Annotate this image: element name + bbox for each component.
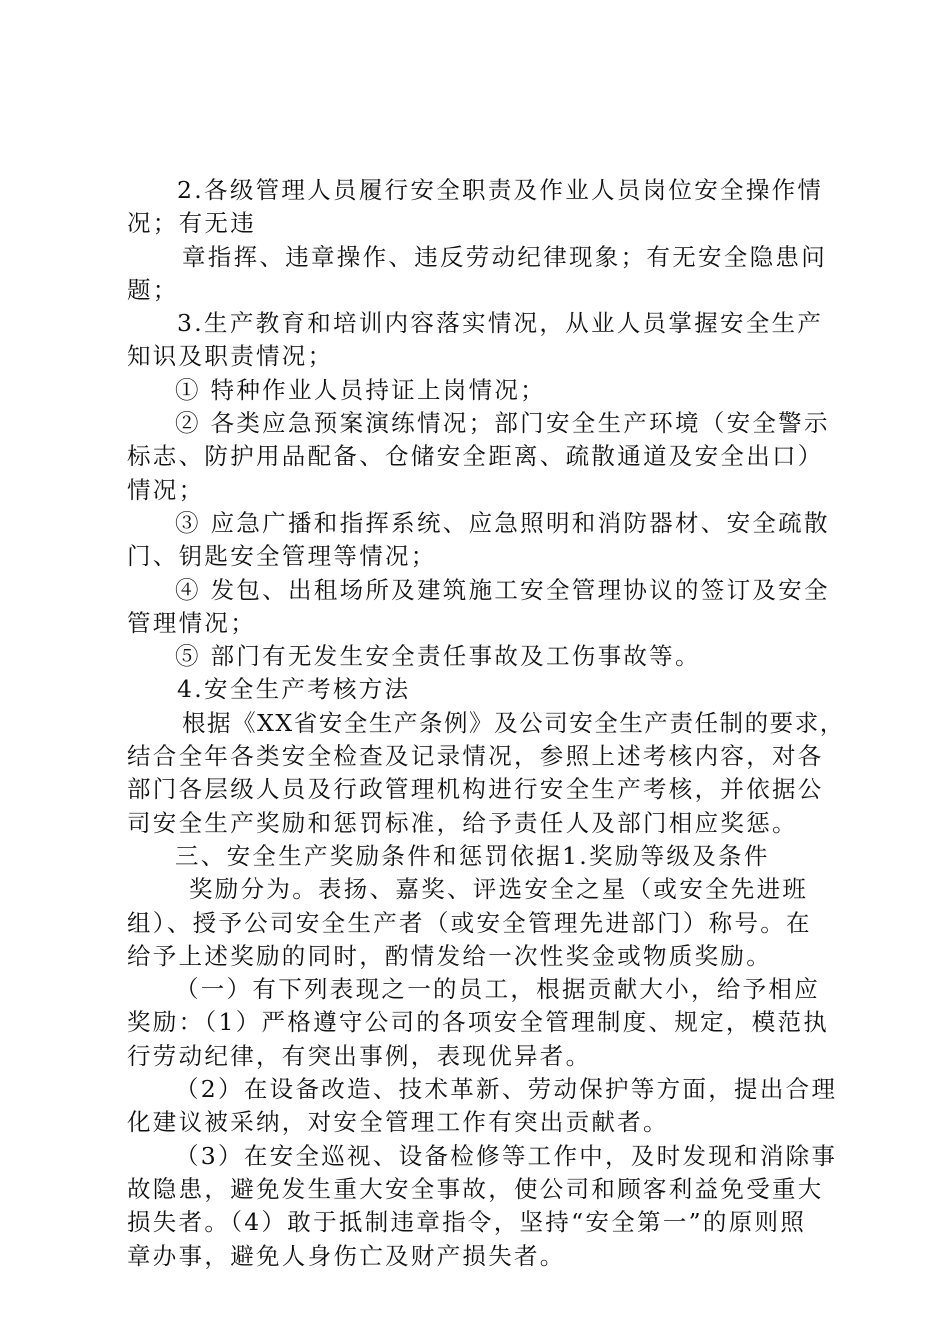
text-line: 知识及职责情况；	[127, 342, 334, 371]
text-line: ① 特种作业人员持证上岗情况；	[175, 375, 546, 404]
text-line: 部门各层级人员及行政管理机构进行安全生产考核，并依据公	[127, 775, 824, 804]
text-line: 奖励：（1）严格遵守公司的各项安全管理制度、规定，模范执	[127, 1008, 830, 1037]
text-line: 化建议被采纳，对安全管理工作有突出贡献者。	[127, 1108, 669, 1137]
text-line: 组）、授予公司安全生产者（或安全管理先进部门）称号。在	[127, 908, 812, 937]
text-line: 4.安全生产考核方法	[177, 675, 411, 704]
text-line: ② 各类应急预案演练情况；部门安全生产环境（安全警示	[175, 409, 830, 438]
text-line: 标志、防护用品配备、仓储安全距离、疏散通道及安全出口）	[127, 442, 824, 471]
text-line: 章办事，避免人身伤亡及财产损失者。	[127, 1241, 566, 1270]
text-line: 3.生产教育和培训内容落实情况，从业人员掌握安全生产	[177, 309, 824, 338]
text-line: 奖励分为。表扬、嘉奖、评选安全之星（或安全先进班	[189, 875, 809, 904]
text-line: 情况；	[127, 475, 205, 504]
text-line: 门、钥匙安全管理等情况；	[127, 542, 437, 571]
text-line: ④ 发包、出租场所及建筑施工安全管理协议的签订及安全	[175, 575, 830, 604]
text-line: 损失者。（4）敢于抵制违章指令，坚持“安全第一”的原则照	[127, 1208, 807, 1237]
text-line: 题；	[127, 275, 179, 304]
text-line: 况；有无违	[127, 209, 256, 238]
text-line: 三、安全生产奖励条件和惩罚依据1.奖励等级及条件	[175, 841, 770, 870]
text-line: （一）有下列表现之一的员工，根据贡献大小，给予相应	[175, 975, 820, 1004]
text-line: 故隐患，避免发生重大安全事故，使公司和顾客利益免受重大	[127, 1174, 824, 1203]
text-line: ③ 应急广播和指挥系统、应急照明和消防器材、安全疏散	[175, 508, 830, 537]
text-line: 给予上述奖励的同时，酌情发给一次性奖金或物质奖励。	[127, 941, 772, 970]
text-line: 行劳动纪律，有突出事例，表现优异者。	[127, 1041, 592, 1070]
text-line: （3）在安全巡视、设备检修等工作中，及时发现和消除事	[175, 1141, 838, 1170]
text-line: （2）在设备改造、技术革新、劳动保护等方面，提出合理	[175, 1075, 838, 1104]
text-line: 管理情况；	[127, 608, 256, 637]
text-line: 司安全生产奖励和惩罚标准，给予责任人及部门相应奖惩。	[127, 808, 798, 837]
text-line: 2.各级管理人员履行安全职责及作业人员岗位安全操作情	[177, 176, 824, 204]
document-body	[127, 174, 847, 1273]
text-line: 章指挥、违章操作、违反劳动纪律现象；有无安全隐患问	[182, 242, 827, 271]
text-line: 结合全年各类安全检查及记录情况，参照上述考核内容，对各	[127, 742, 824, 771]
text-line: 根据《XX省安全生产条例》及公司安全生产责任制的要求，	[182, 708, 845, 737]
text-line: ⑤ 部门有无发生安全责任事故及工伤事故等。	[175, 642, 701, 671]
